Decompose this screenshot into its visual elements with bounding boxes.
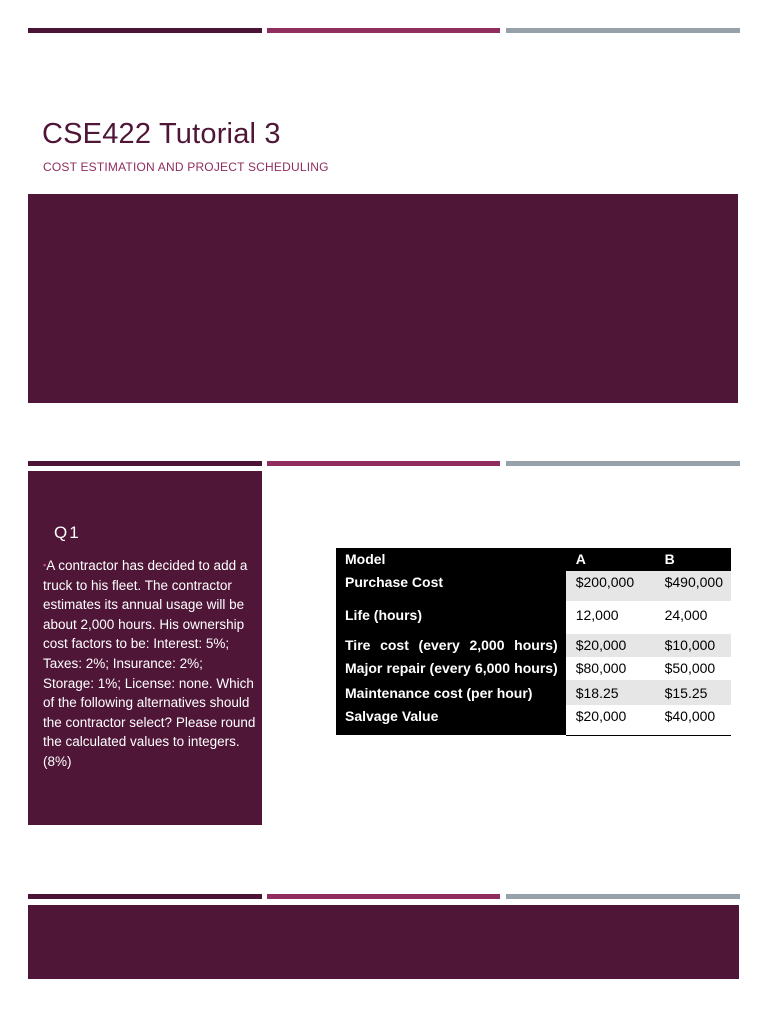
slide2-accent-bar-dark xyxy=(28,461,262,466)
row-label xyxy=(336,657,566,680)
slide2-accent-bar-magenta xyxy=(267,461,500,466)
row-value-a: $80,000 xyxy=(566,657,656,680)
slide2-accent-bar-grey xyxy=(506,461,740,466)
row-label: Purchase Cost xyxy=(336,571,566,601)
row-label-text: Tire cost (every 2,000 hours) xyxy=(345,637,558,653)
row-label: Life (hours) xyxy=(336,601,566,634)
header-a: A xyxy=(566,548,656,571)
header-b: B xyxy=(656,548,731,571)
row-label: Maintenance cost (per hour) xyxy=(336,680,566,705)
table-header-row xyxy=(336,548,731,571)
table-row xyxy=(336,601,731,634)
question-panel xyxy=(28,471,262,825)
row-value-b: $15.25 xyxy=(656,680,731,705)
row-value-a: $200,000 xyxy=(566,571,656,601)
table-row xyxy=(336,571,731,601)
row-label xyxy=(336,634,566,657)
top-accent-bar-magenta xyxy=(267,28,500,33)
alternatives-table xyxy=(336,548,731,736)
slide-subtitle: COST ESTIMATION AND PROJECT SCHEDULING xyxy=(43,160,329,174)
row-label: Salvage Value xyxy=(336,705,566,735)
row-value-a: $20,000 xyxy=(566,634,656,657)
table-row xyxy=(336,634,731,657)
question-text-block xyxy=(43,556,257,772)
question-text: A contractor has decided to add a truck to his fleet. The contractor estimates its annual usage will be about 2,000 hours. His ownership cost factors to be: Interest: 5%; Taxes: 2%; Insurance: 2%; Storage: 1%; License: none. Which of the following alternatives should the contractor select? Please round the calculated values to integers. (8%) xyxy=(43,558,256,769)
row-value-a: $20,000 xyxy=(566,705,656,735)
row-value-b: $40,000 xyxy=(656,705,731,735)
slide3-accent-bar-dark xyxy=(28,894,262,899)
row-value-a: 12,000 xyxy=(566,601,656,634)
slide3-banner xyxy=(28,905,739,979)
table-row xyxy=(336,657,731,680)
slide-title: CSE422 Tutorial 3 xyxy=(42,118,281,150)
row-value-b: $50,000 xyxy=(656,657,731,680)
top-accent-bar-dark xyxy=(28,28,262,33)
question-heading: Q1 xyxy=(54,523,81,542)
row-label-text: Major repair (every 6,000 hours) xyxy=(345,660,558,676)
row-value-b: $490,000 xyxy=(656,571,731,601)
slide3-accent-bar-grey xyxy=(506,894,740,899)
slide3-accent-bar-magenta xyxy=(267,894,500,899)
top-accent-bar-grey xyxy=(506,28,740,33)
row-value-b: 24,000 xyxy=(656,601,731,634)
table-row xyxy=(336,680,731,705)
header-model: Model xyxy=(336,548,566,571)
table-row xyxy=(336,705,731,735)
square-bullet-icon: ▪ xyxy=(43,560,47,570)
title-banner xyxy=(28,194,738,403)
row-value-b: $10,000 xyxy=(656,634,731,657)
row-value-a: $18.25 xyxy=(566,680,656,705)
